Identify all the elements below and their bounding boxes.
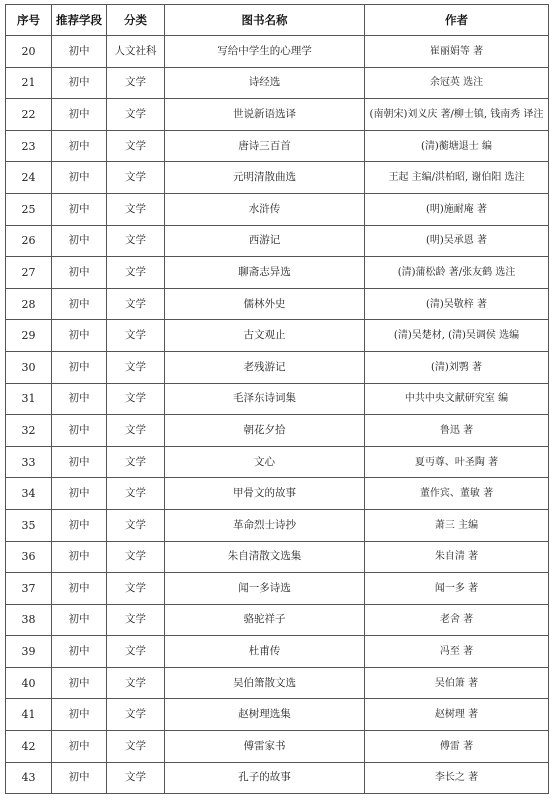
cell-stage: 初中 xyxy=(52,383,107,415)
table-row xyxy=(6,478,549,510)
table-row xyxy=(6,383,549,415)
cell-category: 文学 xyxy=(107,509,165,541)
cell-serial: 28 xyxy=(6,288,52,320)
cell-serial: 32 xyxy=(6,415,52,447)
cell-stage: 初中 xyxy=(52,162,107,194)
cell-author: 冯至 著 xyxy=(365,636,549,668)
cell-title: 孔子的故事 xyxy=(165,762,365,794)
cell-category: 文学 xyxy=(107,162,165,194)
cell-serial: 35 xyxy=(6,509,52,541)
cell-category: 文学 xyxy=(107,415,165,447)
table-row xyxy=(6,257,549,289)
table-row xyxy=(6,541,549,573)
cell-stage: 初中 xyxy=(52,573,107,605)
cell-category: 文学 xyxy=(107,288,165,320)
cell-serial: 34 xyxy=(6,478,52,510)
cell-stage: 初中 xyxy=(52,415,107,447)
table-row xyxy=(6,731,549,763)
cell-author: 中共中央文献研究室 编 xyxy=(365,383,549,415)
cell-serial: 27 xyxy=(6,257,52,289)
header-title: 图书名称 xyxy=(165,5,365,36)
cell-author: 朱自清 著 xyxy=(365,541,549,573)
cell-category: 文学 xyxy=(107,762,165,794)
table-row xyxy=(6,762,549,794)
cell-title: 诗经选 xyxy=(165,67,365,99)
cell-stage: 初中 xyxy=(52,667,107,699)
cell-category: 文学 xyxy=(107,573,165,605)
cell-title: 甲骨文的故事 xyxy=(165,478,365,510)
header-row xyxy=(6,5,549,36)
cell-serial: 25 xyxy=(6,193,52,225)
cell-title: 唐诗三百首 xyxy=(165,130,365,162)
cell-category: 文学 xyxy=(107,541,165,573)
cell-author: 董作宾、董敏 著 xyxy=(365,478,549,510)
cell-author: 李长之 著 xyxy=(365,762,549,794)
cell-title: 赵树理选集 xyxy=(165,699,365,731)
cell-serial: 23 xyxy=(6,130,52,162)
table-row xyxy=(6,636,549,668)
cell-author: 崔丽娟等 著 xyxy=(365,36,549,68)
cell-serial: 38 xyxy=(6,604,52,636)
table-row xyxy=(6,99,549,131)
table-body xyxy=(6,36,549,794)
cell-title: 朝花夕拾 xyxy=(165,415,365,447)
cell-serial: 26 xyxy=(6,225,52,257)
cell-author: 夏丏尊、叶圣陶 著 xyxy=(365,446,549,478)
table-row xyxy=(6,193,549,225)
cell-stage: 初中 xyxy=(52,541,107,573)
cell-title: 毛泽东诗词集 xyxy=(165,383,365,415)
cell-serial: 39 xyxy=(6,636,52,668)
cell-serial: 31 xyxy=(6,383,52,415)
cell-stage: 初中 xyxy=(52,36,107,68)
cell-category: 人文社科 xyxy=(107,36,165,68)
table-row xyxy=(6,573,549,605)
header-author: 作者 xyxy=(365,5,549,36)
cell-author: (清)吴楚材, (清)吴调侯 选编 xyxy=(365,320,549,352)
cell-stage: 初中 xyxy=(52,446,107,478)
cell-author: 老舍 著 xyxy=(365,604,549,636)
table-row xyxy=(6,130,549,162)
cell-author: 王起 主编/洪柏昭, 谢伯阳 选注 xyxy=(365,162,549,194)
table-row xyxy=(6,699,549,731)
cell-author: 傅雷 著 xyxy=(365,731,549,763)
cell-serial: 37 xyxy=(6,573,52,605)
header-stage: 推荐学段 xyxy=(52,5,107,36)
cell-category: 文学 xyxy=(107,699,165,731)
cell-category: 文学 xyxy=(107,130,165,162)
cell-stage: 初中 xyxy=(52,604,107,636)
cell-author: (南朝宋)刘义庆 著/柳士镇, 钱南秀 译注 xyxy=(365,99,549,131)
cell-category: 文学 xyxy=(107,636,165,668)
cell-stage: 初中 xyxy=(52,257,107,289)
cell-stage: 初中 xyxy=(52,699,107,731)
cell-title: 元明清散曲选 xyxy=(165,162,365,194)
table-row xyxy=(6,162,549,194)
cell-author: 闻一多 著 xyxy=(365,573,549,605)
table-row xyxy=(6,320,549,352)
cell-category: 文学 xyxy=(107,446,165,478)
header-category: 分类 xyxy=(107,5,165,36)
cell-serial: 41 xyxy=(6,699,52,731)
cell-serial: 29 xyxy=(6,320,52,352)
cell-title: 写给中学生的心理学 xyxy=(165,36,365,68)
cell-title: 杜甫传 xyxy=(165,636,365,668)
cell-author: (清)吴敬梓 著 xyxy=(365,288,549,320)
cell-title: 傅雷家书 xyxy=(165,731,365,763)
cell-serial: 24 xyxy=(6,162,52,194)
cell-category: 文学 xyxy=(107,478,165,510)
cell-title: 世说新语选译 xyxy=(165,99,365,131)
cell-title: 水浒传 xyxy=(165,193,365,225)
cell-author: 鲁迅 著 xyxy=(365,415,549,447)
cell-stage: 初中 xyxy=(52,130,107,162)
table-header xyxy=(6,5,549,36)
cell-stage: 初中 xyxy=(52,731,107,763)
cell-author: 余冠英 选注 xyxy=(365,67,549,99)
cell-title: 文心 xyxy=(165,446,365,478)
cell-author: (清)蘅塘退士 编 xyxy=(365,130,549,162)
cell-serial: 20 xyxy=(6,36,52,68)
cell-category: 文学 xyxy=(107,604,165,636)
cell-stage: 初中 xyxy=(52,320,107,352)
cell-stage: 初中 xyxy=(52,67,107,99)
table-row xyxy=(6,225,549,257)
cell-stage: 初中 xyxy=(52,225,107,257)
cell-category: 文学 xyxy=(107,320,165,352)
cell-category: 文学 xyxy=(107,257,165,289)
cell-category: 文学 xyxy=(107,67,165,99)
cell-stage: 初中 xyxy=(52,193,107,225)
cell-title: 聊斋志异选 xyxy=(165,257,365,289)
cell-serial: 43 xyxy=(6,762,52,794)
table-row xyxy=(6,667,549,699)
cell-stage: 初中 xyxy=(52,509,107,541)
cell-stage: 初中 xyxy=(52,762,107,794)
cell-serial: 36 xyxy=(6,541,52,573)
cell-stage: 初中 xyxy=(52,478,107,510)
cell-category: 文学 xyxy=(107,731,165,763)
cell-stage: 初中 xyxy=(52,351,107,383)
cell-serial: 42 xyxy=(6,731,52,763)
table-row xyxy=(6,604,549,636)
cell-category: 文学 xyxy=(107,99,165,131)
cell-author: (明)施耐庵 著 xyxy=(365,193,549,225)
cell-stage: 初中 xyxy=(52,288,107,320)
cell-author: (清)刘鹗 著 xyxy=(365,351,549,383)
cell-serial: 33 xyxy=(6,446,52,478)
table-row xyxy=(6,36,549,68)
cell-author: 萧三 主编 xyxy=(365,509,549,541)
cell-title: 朱自清散文选集 xyxy=(165,541,365,573)
cell-serial: 22 xyxy=(6,99,52,131)
table-row xyxy=(6,288,549,320)
cell-title: 骆驼祥子 xyxy=(165,604,365,636)
table-row xyxy=(6,67,549,99)
cell-author: 赵树理 著 xyxy=(365,699,549,731)
table-row xyxy=(6,351,549,383)
cell-author: (清)蒲松龄 著/张友鹤 选注 xyxy=(365,257,549,289)
header-serial: 序号 xyxy=(6,5,52,36)
cell-title: 西游记 xyxy=(165,225,365,257)
table-row xyxy=(6,509,549,541)
table-row xyxy=(6,446,549,478)
cell-author: (明)吴承恩 著 xyxy=(365,225,549,257)
cell-category: 文学 xyxy=(107,225,165,257)
cell-category: 文学 xyxy=(107,667,165,699)
book-list-table xyxy=(5,4,549,794)
cell-category: 文学 xyxy=(107,383,165,415)
cell-category: 文学 xyxy=(107,193,165,225)
cell-serial: 30 xyxy=(6,351,52,383)
cell-stage: 初中 xyxy=(52,636,107,668)
cell-stage: 初中 xyxy=(52,99,107,131)
cell-category: 文学 xyxy=(107,351,165,383)
book-list-page xyxy=(5,4,548,794)
cell-serial: 40 xyxy=(6,667,52,699)
cell-serial: 21 xyxy=(6,67,52,99)
cell-title: 革命烈士诗抄 xyxy=(165,509,365,541)
cell-title: 老残游记 xyxy=(165,351,365,383)
cell-title: 儒林外史 xyxy=(165,288,365,320)
table-row xyxy=(6,415,549,447)
cell-title: 闻一多诗选 xyxy=(165,573,365,605)
cell-title: 古文观止 xyxy=(165,320,365,352)
cell-author: 吴伯箫 著 xyxy=(365,667,549,699)
cell-title: 吴伯箫散文选 xyxy=(165,667,365,699)
